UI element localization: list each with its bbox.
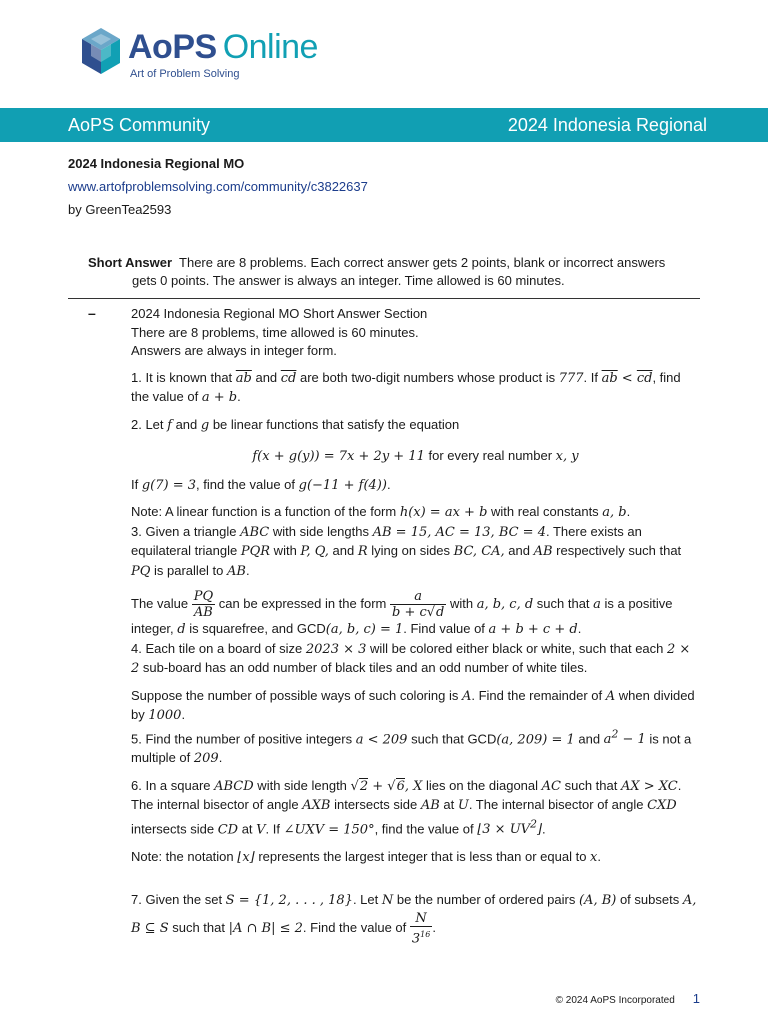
banner-community-title: AoPS Community xyxy=(68,115,211,135)
section-heading: 2024 Indonesia Regional MO Short Answer Section xyxy=(131,306,428,321)
problem-6: 6. In a square ABCD with side length √2 + √6, X lies on the diagonal AC such that AX > XC. The internal bisector of angle AXB intersects side AB at U. The internal bisector of angle CXD intersects side CD at V. If ∠UXV = 150°, find the value of ⌊3 × $UV^2⌋$. xyxy=(131,777,682,838)
problem-3-cont: The value $\frac{PQ}{AB}$ can be expressed in the form $\frac{a}{b + c√d}$ with a, b, c, d such that a is a positive integer, d is squarefree, and GCD(a, b, c) = 1. Find value of a + b + c + d. xyxy=(131,589,673,637)
problem-2-note: Note: A linear function is a function of the form h(x) = ax + b with real constants a, b. xyxy=(131,504,631,520)
aops-cube-icon xyxy=(80,26,122,78)
short-answer-label: Short Answer xyxy=(88,255,173,270)
section-bullet: – xyxy=(88,305,96,321)
aops-logo xyxy=(80,26,340,82)
problem-2-equation: f(x + g(y)) = 7x + 2y + 11 for every real number x, y xyxy=(252,448,579,464)
problem-list xyxy=(131,305,700,946)
logo-wordmark: AoPS Online xyxy=(128,28,318,66)
section-info: There are 8 problems, time allowed is 60 minutes. xyxy=(131,324,419,340)
page-footer xyxy=(556,991,700,1006)
problem-3: 3. Given a triangle ABC with side lengths AB = 15, AC = 13, BC = 4. There exists an equilateral triangle PQR with P, Q, and R lying on sides BC, CA, and AB respectively such that PQ is parallel to AB. xyxy=(131,523,682,579)
short-answer-text-cont: gets 0 points. The answer is always an integer. Time allowed is 60 minutes. xyxy=(132,273,565,288)
banner-contest-title: 2024 Indonesia Regional xyxy=(507,115,707,135)
section-divider xyxy=(68,298,700,299)
problem-2-question: If g(7) = 3, find the value of g(−11 + f(4)). xyxy=(131,476,391,493)
page-number: 1 xyxy=(692,991,700,1006)
problem-7: 7. Given the set S = {1, 2, . . . , 18}. Let N be the number of ordered pairs (A, B) of subsets A, B ⊆ S such that |A ∩ B| ≤ 2. Find the value of $\frac{N}{3^{16}}$ . xyxy=(131,892,697,946)
section-note: Answers are always in integer form. xyxy=(131,343,337,358)
problem-6-note: Note: the notation ⌊x⌋ represents the largest integer that is less than or equal to x. xyxy=(131,848,602,865)
problem-5: 5. Find the number of positive integers a < 209 such that GCD(a, 209) = 1 and $a^2 - 1$ is not a multiple of 209. xyxy=(131,727,692,767)
problem-4-cont: Suppose the number of possible ways of such coloring is A. Find the remainder of A when divided by 1000. xyxy=(131,687,695,723)
community-link[interactable]: www.artofproblemsolving.com/community/c3822637 xyxy=(68,179,368,194)
problem-2: 2. Let f and g be linear functions that satisfy the equation xyxy=(131,416,460,433)
short-answer-text: There are 8 problems. Each correct answer gets 2 points, blank or incorrect answers xyxy=(179,255,666,270)
community-banner xyxy=(0,108,768,142)
problem-1: 1. It is known that $\overline{ab}$ and $\overline{cd}$ are both two-digit numbers whose product is 777. If $\overline{ab} < \overline{cd}$, find the value of a + b. xyxy=(131,369,681,405)
problem-4: 4. Each tile on a board of size 2023 × 3 will be colored either black or white, such that each 2 × 2 sub-board has an odd number of black tiles and an odd number of white tiles. xyxy=(131,640,691,676)
document-title: 2024 Indonesia Regional MO xyxy=(68,156,245,171)
logo-tagline: Art of Problem Solving xyxy=(130,68,240,80)
short-answer-intro xyxy=(88,254,700,290)
author-line: by GreenTea2593 xyxy=(68,202,172,217)
copyright-text: © 2024 AoPS Incorporated xyxy=(555,995,675,1006)
